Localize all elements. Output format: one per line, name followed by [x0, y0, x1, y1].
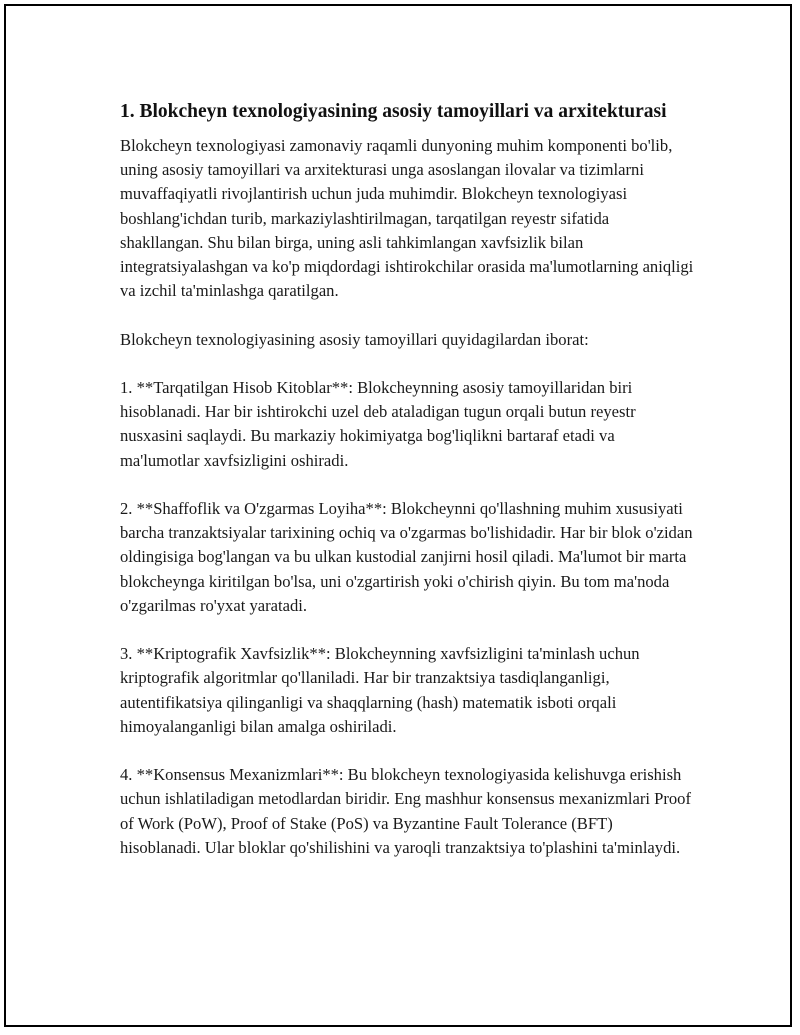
principle-item-distributed-ledger: 1. **Tarqatilgan Hisob Kitoblar**: Blokcheynning asosiy tamoyillaridan biri hisoblanadi. Har bir ishtirokchi uzel deb ataladigan tugun orqali butun reyestr nusxasini saqlaydi. Bu markaziy hokimiyatga bog'liqlikni bartaraf etadi va ma'lumotlar xavfsizligini oshiradi.	[120, 378, 636, 470]
page-frame	[4, 4, 792, 1027]
principle-item-consensus: 4. **Konsensus Mexanizmlari**: Bu blokcheyn texnologiyasida kelishuvga erishish uchun ishlatiladigan metodlardan biridir. Eng mashhur konsensus mexanizmlari Proof of Work (PoW), Proof of Stake (PoS) va Byzantine Fault Tolerance (BFT) hisoblanadi. Ular bloklar qo'shilishini va yaroqli tranzaktsiya to'plashini ta'minlaydi.	[120, 765, 691, 857]
principle-item-cryptographic-security: 3. **Kriptografik Xavfsizlik**: Blokcheynning xavfsizligini ta'minlash uchun kriptografik algoritmlar qo'llaniladi. Har bir tranzaktsiya tasdiqlanganligi, autentifikatsiya qilinganligi va shaqqlarning (hash) matematik isboti orqali himoyalanganligi bilan amalga oshiriladi.	[120, 644, 640, 736]
principle-item-transparency: 2. **Shaffoflik va O'zgarmas Loyiha**: Blokcheynni qo'llashning muhim xususiyati barcha tranzaktsiyalar tarixining ochiq va o'zgarmas bo'lishidadir. Har bir blok o'zidan oldingisiga bog'langan va bu ulkan kustodial zanjirni hosil qiladi. Ma'lumot bir marta blokcheynga kiritilgan bo'lsa, uni o'zgartirish yoki o'chirish qiyin. Bu tom ma'noda o'zgarilmas ro'yxat yaratadi.	[120, 499, 693, 615]
intro-paragraph: Blokcheyn texnologiyasi zamonaviy raqamli dunyoning muhim komponenti bo'lib, uning asosiy tamoyillari va arxitekturasi unga asoslangan ilovalar va tizimlarni muvaffaqiyatli rivojlantirish uchun juda muhimdir. Blokcheyn texnologiyasi boshlang'ichdan turib, markaziylashtirilmagan, tarqatilgan reyestr sifatida shakllangan. Shu bilan birga, uning asli tahkimlangan xavfsizlik bilan integratsiyalashgan va ko'p miqdordagi ishtirokchilar orasida ma'lumotlarning aniqligi va izchil ta'minlashga qaratilgan.	[120, 136, 694, 301]
section-heading: 1. Blokcheyn texnologiyasining asosiy tamoyillari va arxitekturasi	[120, 101, 667, 122]
document-body	[120, 98, 694, 884]
principles-intro: Blokcheyn texnologiyasining asosiy tamoyillari quyidagilardan iborat:	[120, 329, 589, 349]
